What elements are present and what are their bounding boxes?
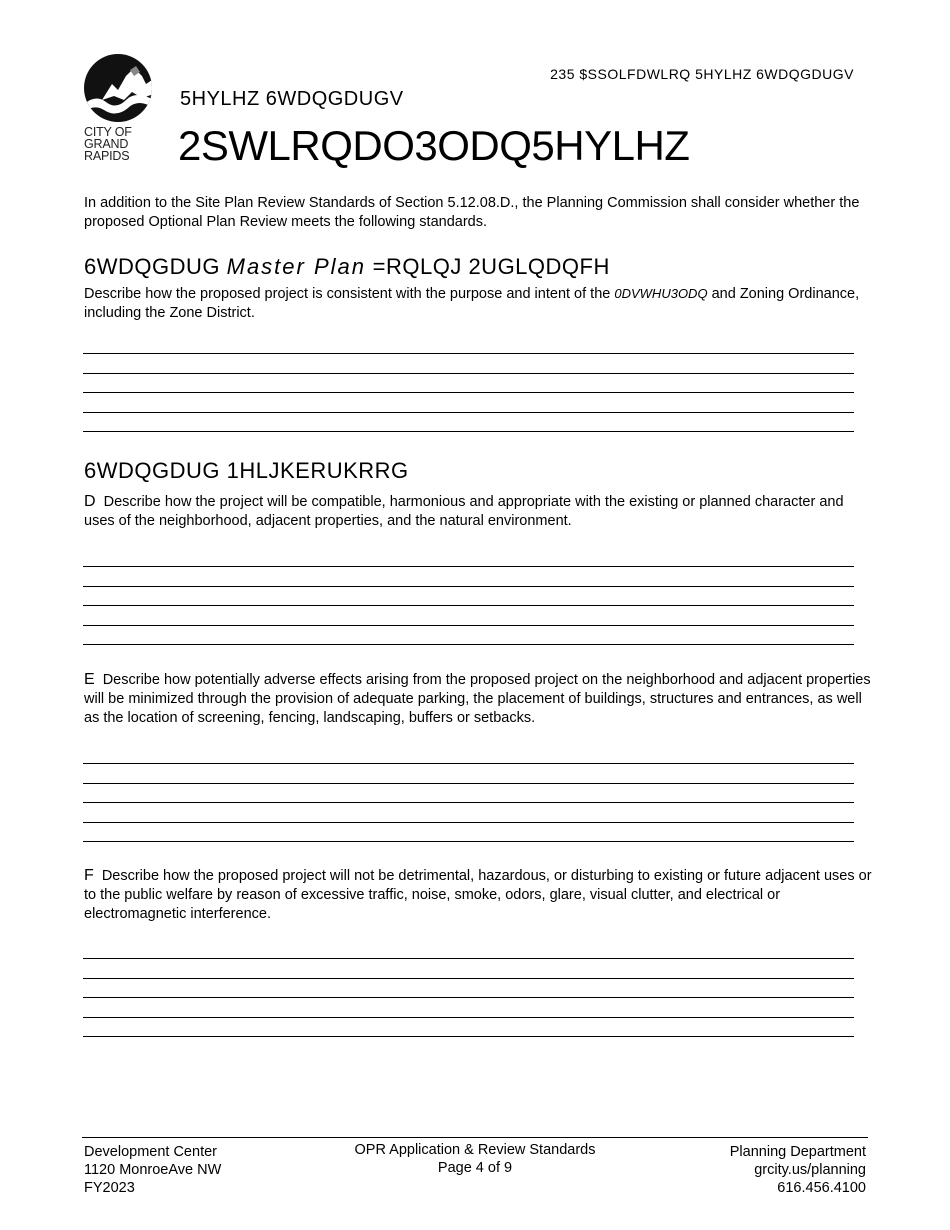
footer-center [320,1141,630,1177]
intro-paragraph: In addition to the Site Plan Review Standards of Section 5.12.08.D., the Planning Commission shall consider whether the proposed Optional Plan Review meets the following standards. [84,195,860,230]
footer-line: OPR Application & Review Standards [354,1142,596,1158]
answer-line[interactable] [83,1036,854,1037]
heading-part: =RQLQJ 2UGLQDQFH [372,254,610,279]
item-label: F [84,867,94,884]
logo-line: CITY OF [84,125,132,139]
standard-1-heading [84,254,610,280]
standard-2-heading: 6WDQGDUG 1HLJKERUKRRG [84,458,409,483]
answer-lines-2a[interactable] [83,566,854,664]
answer-line[interactable] [83,783,854,784]
city-logo [82,54,158,170]
heading-italic: Master Plan [226,254,367,279]
description-text: Describe how the proposed project is consistent with the purpose and intent of the [84,286,611,302]
heading-part: 6WDQGDUG [84,254,220,279]
document-reference: 235 $SSOLFDWLRQ 5HYLHZ 6WDQGDUGV [550,66,854,82]
footer-line: grcity.us/planning [754,1162,866,1178]
item-text: Describe how the proposed project will not be detrimental, hazardous, or disturbing to existing or future adjacent uses or to the public welfare by reason of excessive traffic, noise, smoke, odors, glare, visual clutter, and electrical or electromagnetic interference. [84,868,872,922]
answer-line[interactable] [83,392,854,393]
answer-line[interactable] [83,1017,854,1018]
footer-line: FY2023 [84,1180,135,1196]
footer-left [84,1143,221,1197]
page-subtitle: 5HYLHZ 6WDQGDUGV [180,88,404,110]
answer-line[interactable] [83,586,854,587]
answer-line[interactable] [83,763,854,764]
standard-2b-description [84,670,874,728]
page-number: Page 4 of 9 [437,1160,513,1176]
item-text: Describe how potentially adverse effects arising from the proposed project on the neighborhood and adjacent properties will be minimized through the provision of adequate parking, the placement of buildings, structures and entrances, as well as the location of screening, fencing, landscaping, buffers or setbacks. [84,672,871,726]
footer-line: Development Center [84,1144,217,1160]
answer-line[interactable] [83,412,854,413]
answer-line[interactable] [83,431,854,432]
footer-right [730,1143,866,1197]
answer-lines-2b[interactable] [83,763,854,861]
logo-text [84,126,164,162]
answer-line[interactable] [83,625,854,626]
standard-2c-description [84,866,874,924]
logo-line: RAPIDS [84,149,130,163]
description-text: and Zoning Ordinance, including the Zone District. [84,286,860,321]
standard-1-description [84,284,874,323]
answer-line[interactable] [83,997,854,998]
standard-2a-description [84,492,874,531]
answer-line[interactable] [83,605,854,606]
answer-line[interactable] [83,822,854,823]
item-label: E [84,671,95,688]
city-logo-icon [82,54,158,126]
answer-line[interactable] [83,566,854,567]
page-title: 2SWLRQDO3ODQ5HYLHZ [178,122,690,169]
footer-divider [82,1137,868,1138]
footer-line: Planning Department [729,1144,866,1160]
description-italic: 0DVWHU3ODQ [614,286,708,301]
footer-line: 1120 MonroeAve NW [84,1162,222,1178]
answer-line[interactable] [83,644,854,645]
answer-line[interactable] [83,373,854,374]
answer-line[interactable] [83,353,854,354]
answer-lines-2c[interactable] [83,958,854,1056]
footer-line: 616.456.4100 [777,1180,866,1196]
answer-line[interactable] [83,958,854,959]
item-text: Describe how the project will be compatible, harmonious and appropriate with the existing or planned character and uses of the neighborhood, adjacent properties, and the natural environment. [84,494,844,529]
answer-lines-standard-1[interactable] [83,353,854,451]
answer-line[interactable] [83,978,854,979]
answer-line[interactable] [83,802,854,803]
logo-line: GRAND [84,137,129,151]
answer-line[interactable] [83,841,854,842]
item-label: D [84,493,96,510]
